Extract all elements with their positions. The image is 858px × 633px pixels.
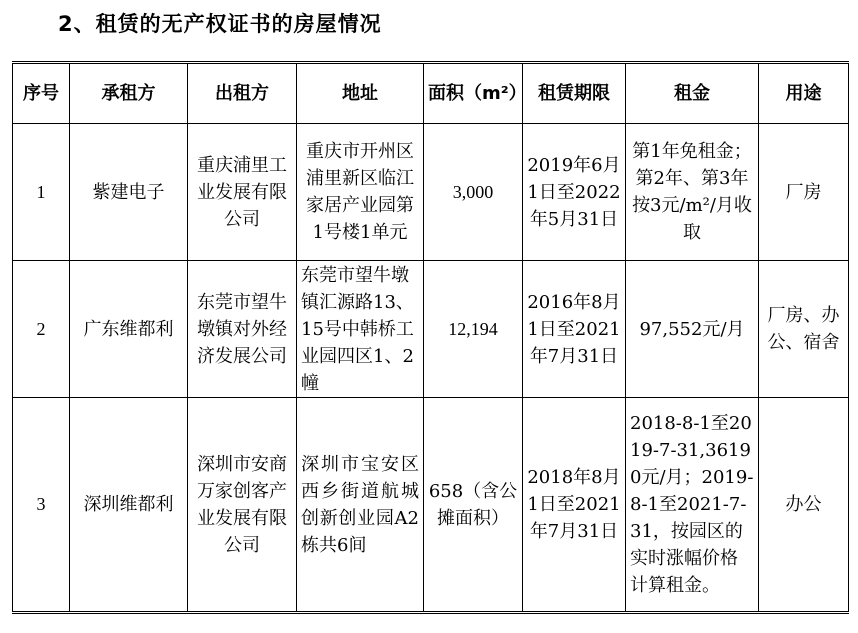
cell-term: 2019年6月1日至2022年5月31日 [523, 124, 626, 261]
cell-lessee: 深圳维都利 [70, 398, 188, 613]
header-seq: 序号 [13, 63, 70, 124]
table-row [13, 261, 849, 398]
header-rent: 租金 [626, 63, 759, 124]
header-usage: 用途 [759, 63, 849, 124]
cell-term: 2018年8月1日至2021年7月31日 [523, 398, 626, 613]
cell-lessee: 广东维都利 [70, 261, 188, 398]
cell-lessor: 东莞市望牛墩镇对外经济发展公司 [188, 261, 297, 398]
header-term: 租赁期限 [523, 63, 626, 124]
cell-address: 深圳市宝安区西乡街道航城创新创业园A2栋共6间 [297, 398, 424, 613]
cell-usage: 办公 [759, 398, 849, 613]
cell-usage: 厂房 [759, 124, 849, 261]
section-heading: 2、租赁的无产权证书的房屋情况 [58, 12, 382, 36]
table-row [13, 398, 849, 613]
cell-rent: 97,552元/月 [626, 261, 759, 398]
header-area: 面积（m²） [424, 63, 523, 124]
cell-address: 东莞市望牛墩镇汇源路13、15号中韩桥工业园四区1、2幢 [297, 261, 424, 398]
cell-area: 12,194 [424, 261, 523, 398]
cell-area: 658（含公摊面积） [424, 398, 523, 613]
lease-table-container [12, 61, 848, 614]
cell-rent: 第1年免租金；第2年、第3年按3元/m²/月收取 [626, 124, 759, 261]
cell-rent: 2018-8-1至2019-7-31,36190元/月；2019-8-1至2021-7-31，按园区的实时涨幅价格计算租金。 [626, 398, 759, 613]
header-lessee: 承租方 [70, 63, 188, 124]
cell-lessor: 重庆浦里工业发展有限公司 [188, 124, 297, 261]
cell-area: 3,000 [424, 124, 523, 261]
cell-address: 重庆市开州区浦里新区临江家居产业园第1号楼1单元 [297, 124, 424, 261]
cell-seq: 2 [13, 261, 70, 398]
lease-table [12, 61, 849, 614]
header-address: 地址 [297, 63, 424, 124]
cell-lessee: 紫建电子 [70, 124, 188, 261]
cell-usage: 厂房、办公、宿舍 [759, 261, 849, 398]
cell-seq: 1 [13, 124, 70, 261]
header-lessor: 出租方 [188, 63, 297, 124]
cell-term: 2016年8月1日至2021年7月31日 [523, 261, 626, 398]
cell-lessor: 深圳市安商万家创客产业发展有限公司 [188, 398, 297, 613]
table-header-row [13, 63, 849, 124]
cell-seq: 3 [13, 398, 70, 613]
table-row [13, 124, 849, 261]
